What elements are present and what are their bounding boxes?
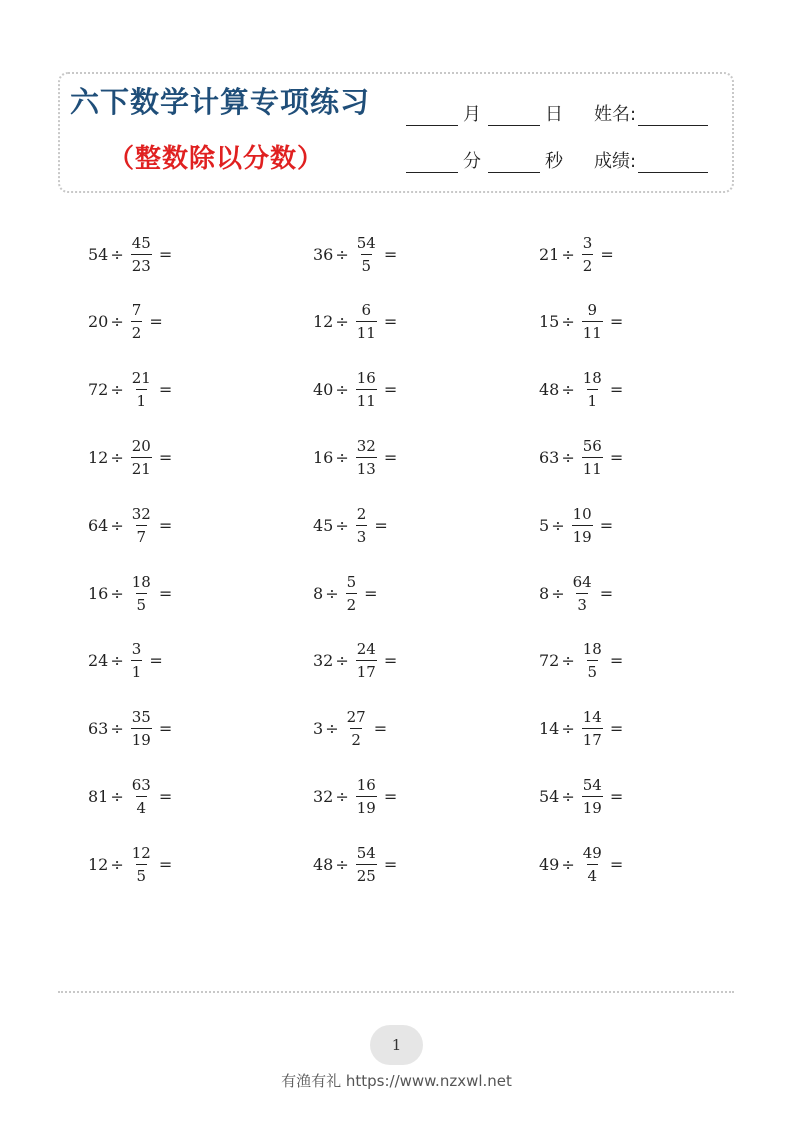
- problem-item: [539, 830, 625, 898]
- day-blank[interactable]: [488, 105, 540, 126]
- fraction: [356, 370, 377, 409]
- divide-sign: ÷: [335, 447, 349, 467]
- whole-number: 16: [313, 447, 334, 467]
- footer-text: 有渔有礼 https://www.nzxwl.net: [281, 1072, 512, 1090]
- problem-item: [539, 423, 625, 491]
- divide-sign: ÷: [561, 447, 575, 467]
- divide-sign: ÷: [335, 380, 349, 400]
- equals-sign: =: [158, 583, 173, 603]
- fraction: [582, 438, 603, 477]
- score-label: 成绩:: [594, 151, 637, 172]
- fraction: [356, 302, 377, 341]
- numerator: 35: [131, 708, 151, 727]
- numerator: 54: [356, 233, 376, 252]
- divide-sign: ÷: [325, 583, 339, 603]
- problem-item: [313, 288, 399, 356]
- whole-number: 8: [313, 583, 324, 603]
- fraction: [572, 506, 593, 545]
- denominator: 17: [356, 660, 377, 680]
- denominator: 23: [131, 254, 152, 274]
- day-label: 日: [545, 104, 563, 125]
- divide-sign: ÷: [551, 515, 565, 535]
- whole-number: 24: [88, 651, 109, 671]
- whole-number: 32: [313, 651, 334, 671]
- second-blank[interactable]: [488, 152, 540, 173]
- divide-sign: ÷: [561, 786, 575, 806]
- whole-number: 12: [313, 312, 334, 332]
- problem-item: [539, 356, 625, 424]
- denominator: 2: [350, 728, 362, 748]
- denominator: 4: [587, 864, 599, 884]
- score-blank[interactable]: [638, 152, 708, 173]
- divide-sign: ÷: [335, 786, 349, 806]
- equals-sign: =: [383, 786, 398, 806]
- divide-sign: ÷: [325, 719, 339, 739]
- equals-sign: =: [158, 854, 173, 874]
- equals-sign: =: [383, 312, 398, 332]
- fraction: [131, 438, 152, 477]
- divide-sign: ÷: [561, 312, 575, 332]
- problem-item: [539, 491, 615, 559]
- whole-number: 8: [539, 583, 550, 603]
- equals-sign: =: [149, 312, 163, 332]
- denominator: 11: [356, 389, 377, 409]
- denominator: 19: [582, 796, 603, 816]
- numerator: 32: [356, 436, 376, 455]
- denominator: 3: [576, 593, 588, 613]
- equals-sign: =: [383, 244, 398, 264]
- divide-sign: ÷: [110, 583, 124, 603]
- problem-item: [313, 423, 399, 491]
- equals-sign: =: [609, 447, 624, 467]
- whole-number: 15: [539, 312, 560, 332]
- fraction: [131, 777, 152, 816]
- equals-sign: =: [383, 854, 398, 874]
- whole-number: 72: [88, 380, 109, 400]
- whole-number: 16: [88, 583, 109, 603]
- whole-number: 81: [88, 786, 109, 806]
- whole-number: 32: [313, 786, 334, 806]
- divide-sign: ÷: [335, 312, 349, 332]
- whole-number: 5: [539, 515, 550, 535]
- numerator: 12: [131, 843, 151, 862]
- fraction: [356, 777, 377, 816]
- divide-sign: ÷: [335, 854, 349, 874]
- divide-sign: ÷: [110, 651, 124, 671]
- whole-number: 54: [539, 786, 560, 806]
- equals-sign: =: [609, 786, 624, 806]
- fraction: [346, 574, 358, 613]
- equals-sign: =: [374, 515, 388, 535]
- numerator: 3: [131, 640, 142, 659]
- problem-item: [88, 491, 174, 559]
- numerator: 18: [582, 640, 602, 659]
- problem-item: [539, 627, 625, 695]
- whole-number: 63: [88, 719, 109, 739]
- month-label: 月: [463, 104, 481, 125]
- numerator: 6: [361, 301, 372, 320]
- whole-number: 72: [539, 651, 560, 671]
- equals-sign: =: [158, 719, 173, 739]
- numerator: 7: [131, 301, 142, 320]
- divide-sign: ÷: [335, 244, 349, 264]
- equals-sign: =: [158, 380, 173, 400]
- numerator: 14: [582, 708, 602, 727]
- whole-number: 21: [539, 244, 560, 264]
- denominator: 11: [582, 321, 603, 341]
- divide-sign: ÷: [561, 854, 575, 874]
- numerator: 21: [131, 369, 151, 388]
- numerator: 45: [131, 233, 151, 252]
- problem-item: [313, 220, 399, 288]
- divide-sign: ÷: [561, 651, 575, 671]
- denominator: 25: [356, 864, 377, 884]
- equals-sign: =: [599, 583, 614, 603]
- denominator: 11: [356, 321, 377, 341]
- equals-sign: =: [383, 380, 398, 400]
- problem-item: [313, 356, 399, 424]
- denominator: 19: [131, 728, 152, 748]
- whole-number: 36: [313, 244, 334, 264]
- denominator: 21: [131, 457, 152, 477]
- numerator: 9: [587, 301, 598, 320]
- numerator: 56: [582, 436, 602, 455]
- whole-number: 40: [313, 380, 334, 400]
- problem-item: [88, 423, 174, 491]
- fraction: [582, 641, 603, 680]
- equals-sign: =: [383, 651, 398, 671]
- divide-sign: ÷: [335, 515, 349, 535]
- numerator: 16: [356, 369, 376, 388]
- name-label: 姓名:: [594, 104, 637, 125]
- equals-sign: =: [158, 515, 173, 535]
- fraction: [131, 574, 152, 613]
- problem-item: [88, 288, 165, 356]
- denominator: 2: [346, 593, 358, 613]
- fraction: [572, 574, 593, 613]
- equals-sign: =: [609, 312, 624, 332]
- equals-sign: =: [609, 651, 624, 671]
- problem-item: [313, 559, 380, 627]
- divide-sign: ÷: [110, 244, 124, 264]
- whole-number: 63: [539, 447, 560, 467]
- fraction: [582, 845, 603, 884]
- denominator: 7: [136, 525, 148, 545]
- denominator: 19: [356, 796, 377, 816]
- fraction: [131, 845, 152, 884]
- problem-item: [313, 830, 399, 898]
- problem-item: [313, 627, 399, 695]
- numerator: 5: [346, 572, 357, 591]
- header-box: [58, 72, 734, 193]
- divide-sign: ÷: [335, 651, 349, 671]
- fraction: [131, 235, 152, 274]
- problem-item: [88, 627, 165, 695]
- divide-sign: ÷: [551, 583, 565, 603]
- fraction: [131, 506, 152, 545]
- denominator: 5: [136, 593, 148, 613]
- fraction: [356, 235, 377, 274]
- denominator: 5: [361, 254, 373, 274]
- fraction: [131, 370, 152, 409]
- numerator: 18: [582, 369, 602, 388]
- equals-sign: =: [158, 244, 173, 264]
- minute-label: 分: [463, 151, 481, 172]
- fraction: [582, 709, 603, 748]
- divide-sign: ÷: [561, 244, 575, 264]
- fraction: [582, 302, 603, 341]
- numerator: 64: [572, 572, 592, 591]
- numerator: 10: [572, 504, 592, 523]
- denominator: 4: [136, 796, 148, 816]
- divide-sign: ÷: [110, 719, 124, 739]
- fraction: [582, 235, 594, 274]
- fraction: [582, 777, 603, 816]
- fraction: [356, 641, 377, 680]
- numerator: 32: [131, 504, 151, 523]
- problem-item: [313, 491, 390, 559]
- denominator: 17: [582, 728, 603, 748]
- denominator: 19: [572, 525, 593, 545]
- denominator: 5: [587, 660, 599, 680]
- denominator: 13: [356, 457, 377, 477]
- denominator: 1: [136, 389, 148, 409]
- divide-sign: ÷: [110, 447, 124, 467]
- divide-sign: ÷: [110, 515, 124, 535]
- divide-sign: ÷: [110, 380, 124, 400]
- fraction: [131, 302, 143, 341]
- numerator: 54: [582, 775, 602, 794]
- equals-sign: =: [364, 583, 378, 603]
- equals-sign: =: [158, 447, 173, 467]
- divide-sign: ÷: [110, 854, 124, 874]
- whole-number: 48: [539, 380, 560, 400]
- problem-item: [313, 762, 399, 830]
- numerator: 27: [346, 708, 366, 727]
- numerator: 49: [582, 843, 602, 862]
- page-number: 1: [370, 1025, 423, 1065]
- fraction: [356, 845, 377, 884]
- fraction: [346, 709, 367, 748]
- whole-number: 12: [88, 447, 109, 467]
- problem-item: [88, 220, 174, 288]
- whole-number: 20: [88, 312, 109, 332]
- denominator: 2: [582, 254, 594, 274]
- whole-number: 14: [539, 719, 560, 739]
- equals-sign: =: [149, 651, 163, 671]
- fraction: [582, 370, 603, 409]
- whole-number: 49: [539, 854, 560, 874]
- problem-item: [88, 695, 174, 763]
- divide-sign: ÷: [561, 719, 575, 739]
- fraction: [131, 709, 152, 748]
- name-blank[interactable]: [638, 105, 708, 126]
- numerator: 18: [131, 572, 151, 591]
- denominator: 5: [136, 864, 148, 884]
- numerator: 63: [131, 775, 151, 794]
- second-label: 秒: [545, 151, 563, 172]
- minute-blank[interactable]: [406, 152, 458, 173]
- whole-number: 45: [313, 515, 334, 535]
- divide-sign: ÷: [110, 312, 124, 332]
- numerator: 20: [131, 436, 151, 455]
- divide-sign: ÷: [561, 380, 575, 400]
- denominator: 1: [587, 389, 599, 409]
- problem-item: [313, 695, 389, 763]
- whole-number: 54: [88, 244, 109, 264]
- equals-sign: =: [373, 719, 388, 739]
- whole-number: 3: [313, 719, 324, 739]
- whole-number: 12: [88, 854, 109, 874]
- denominator: 11: [582, 457, 603, 477]
- equals-sign: =: [600, 244, 614, 264]
- problem-item: [88, 559, 174, 627]
- time-score-row: [406, 147, 713, 173]
- date-name-row: [406, 100, 713, 126]
- whole-number: 48: [313, 854, 334, 874]
- equals-sign: =: [609, 380, 624, 400]
- equals-sign: =: [609, 854, 624, 874]
- worksheet-subtitle: （整数除以分数）: [108, 144, 325, 174]
- problem-item: [88, 356, 174, 424]
- numerator: 24: [356, 640, 376, 659]
- equals-sign: =: [609, 719, 624, 739]
- problem-item: [539, 288, 625, 356]
- fraction: [356, 506, 368, 545]
- equals-sign: =: [158, 786, 173, 806]
- numerator: 3: [582, 233, 593, 252]
- fraction: [356, 438, 377, 477]
- problem-item: [539, 695, 625, 763]
- fraction: [131, 641, 143, 680]
- footer-divider: [58, 991, 734, 993]
- divide-sign: ÷: [110, 786, 124, 806]
- month-blank[interactable]: [406, 105, 458, 126]
- whole-number: 64: [88, 515, 109, 535]
- numerator: 2: [356, 504, 367, 523]
- problem-item: [88, 830, 174, 898]
- denominator: 2: [131, 321, 143, 341]
- problem-item: [88, 762, 174, 830]
- numerator: 16: [356, 775, 376, 794]
- denominator: 3: [356, 525, 368, 545]
- equals-sign: =: [383, 447, 398, 467]
- worksheet-title: 六下数学计算专项练习: [70, 85, 371, 119]
- problem-item: [539, 220, 616, 288]
- denominator: 1: [131, 660, 143, 680]
- problem-item: [539, 762, 625, 830]
- problem-item: [539, 559, 615, 627]
- numerator: 54: [356, 843, 376, 862]
- equals-sign: =: [599, 515, 614, 535]
